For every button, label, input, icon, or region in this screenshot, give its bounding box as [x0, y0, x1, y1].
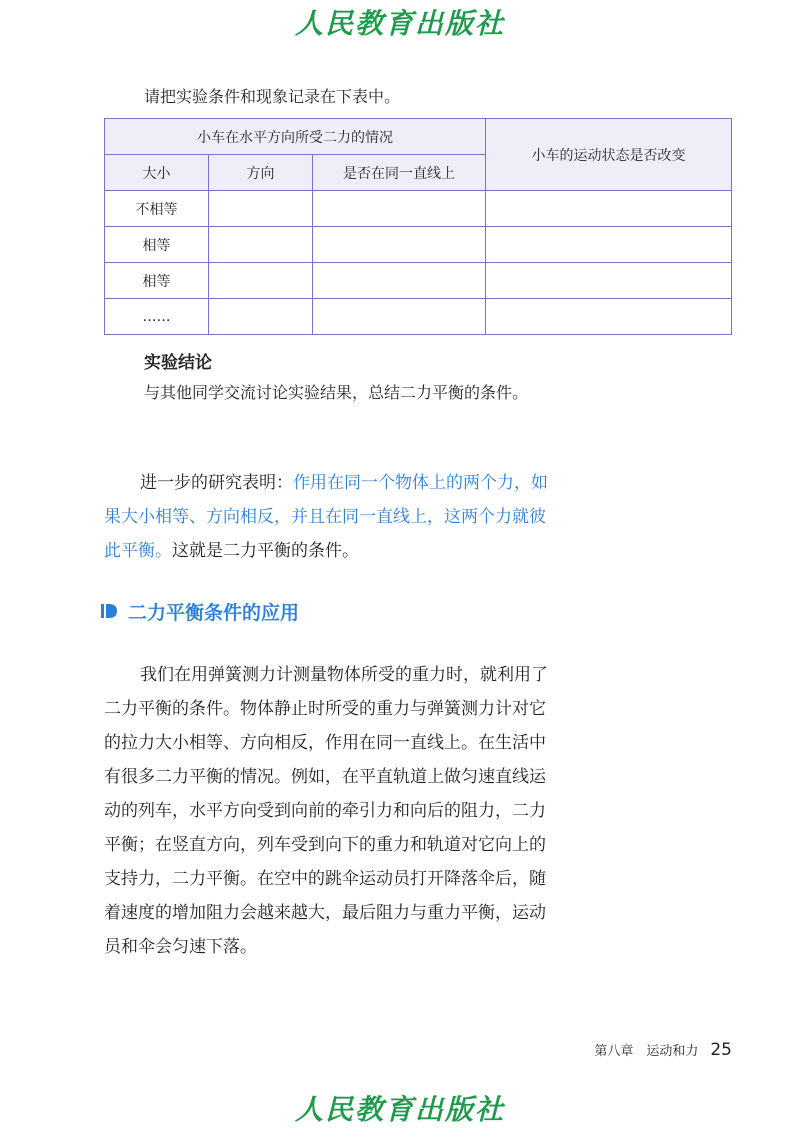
row-size-label: 相等: [105, 263, 209, 299]
conclusion-text: 与其他同学交流讨论实验结果，总结二力平衡的条件。: [144, 383, 529, 402]
table-cell: [486, 191, 732, 227]
table-cell: [209, 191, 313, 227]
row-size-label: 相等: [105, 227, 209, 263]
table-cell: [486, 263, 732, 299]
table-cell: [209, 227, 313, 263]
table-result-header: 小车的运动状态是否改变: [486, 119, 732, 191]
table-row: [105, 299, 732, 335]
table-cell: [313, 191, 486, 227]
publisher-logo-bottom: 人民教育出版社: [294, 1093, 505, 1126]
table-intro: 请把实验条件和现象记录在下表中。: [144, 87, 401, 106]
application-paragraph: [104, 658, 560, 964]
table-row: [105, 263, 732, 299]
table-cell: [209, 299, 313, 335]
section-heading: [100, 598, 299, 624]
table-row: [105, 191, 732, 227]
section-title: 二力平衡条件的应用: [128, 601, 300, 624]
row-size-label: ……: [105, 299, 209, 335]
table-cell: [313, 263, 486, 299]
table-cell: [313, 227, 486, 263]
row-size-label: 不相等: [105, 191, 209, 227]
table-group-header: 小车在水平方向所受二力的情况: [105, 119, 486, 155]
table-col-same-line: 是否在同一直线上: [313, 155, 486, 191]
table-cell: [209, 263, 313, 299]
table-cell: [486, 227, 732, 263]
table-row: [105, 227, 732, 263]
page-number: 25: [710, 1040, 732, 1060]
chapter-label: 第八章 运动和力: [594, 1044, 699, 1059]
table-col-direction: 方向: [209, 155, 313, 191]
conclusion-heading: 实验结论: [144, 353, 212, 373]
table-cell: [486, 299, 732, 335]
record-table: [104, 118, 732, 335]
page-footer: [594, 1040, 732, 1060]
research-tail: 这就是二力平衡的条件。: [172, 541, 359, 561]
application-text: 我们在用弹簧测力计测量物体所受的重力时，就利用了二力平衡的条件。物体静止时所受的重力与弹簧测力计对它的拉力大小相等、方向相反，作用在同一直线上。在生活中有很多二力平衡的情况。例如，在平直轨道上做匀速直线运动的列车，水平方向受到向前的牵引力和向后的阻力，二力平衡；在竖直方向，列车受到向下的重力和轨道对它向上的支持力，二力平衡。在空中的跳伞运动员打开降落伞后，随着速度的增加阻力会越来越大，最后阻力与重力平衡，运动员和伞会匀速下落。: [104, 665, 548, 957]
research-highlight: 作用在同一个物体上的两个力，如果大小相等、方向相反，并且在同一直线上，这两个力就彼此平衡。: [104, 473, 548, 561]
research-paragraph: [104, 466, 560, 568]
publisher-logo-top: 人民教育出版社: [294, 7, 505, 40]
section-marker-icon: [100, 602, 118, 620]
table-cell: [313, 299, 486, 335]
research-lead: 进一步的研究表明：: [140, 473, 293, 493]
table-col-size: 大小: [105, 155, 209, 191]
